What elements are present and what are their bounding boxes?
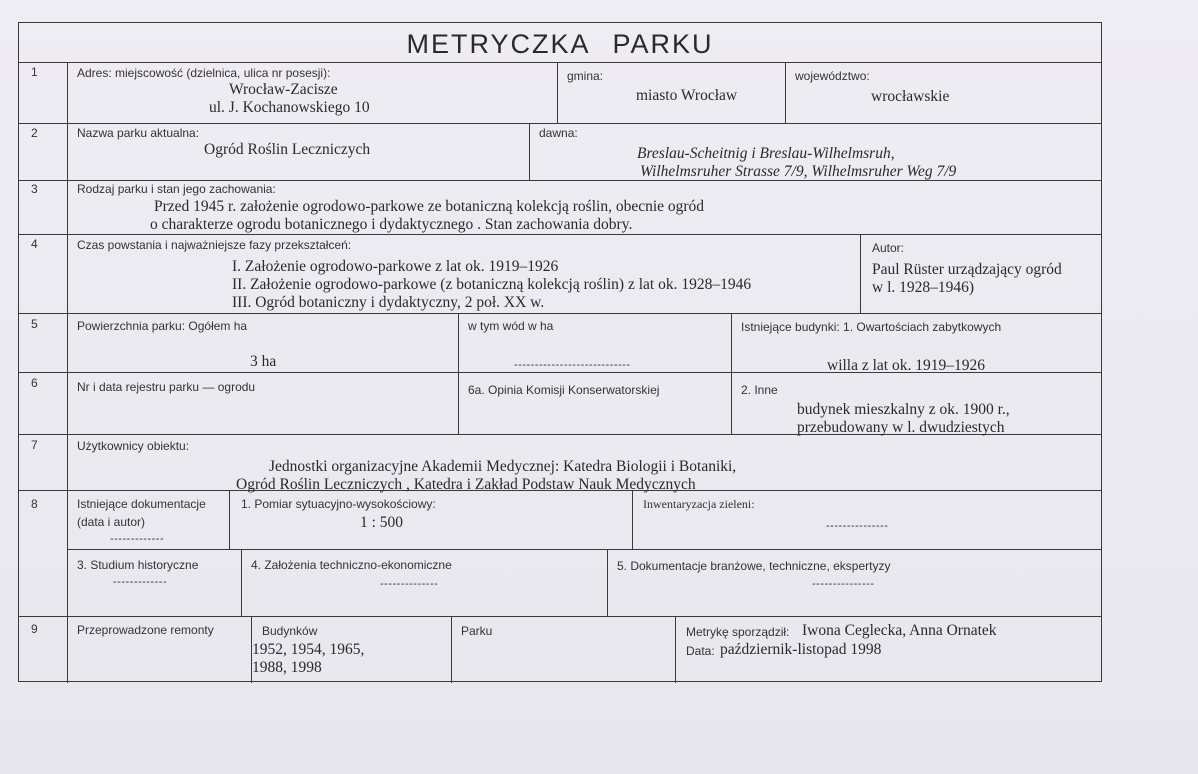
buildings-value: willa z lat ok. 1919–1926 (827, 357, 985, 374)
row-number: 7 (31, 438, 38, 452)
row-number: 6 (31, 376, 38, 390)
repairs-label: Przeprowadzone remonty (77, 623, 214, 637)
address-label: Adres: miejscowość (dzielnica, ulica nr posesji): (77, 66, 331, 80)
history-phase-2: II. Założenie ogrodowo-parkowe (z botaniczną kolekcją roślin) z lat ok. 1928–1946 (232, 276, 752, 293)
buildings-label: Istniejące budynki: 1. Owartościach zabytkowych (741, 320, 1002, 334)
survey-label: 1. Pomiar sytuacyjno-wysokościowy: (241, 497, 436, 511)
documentation-label: Istniejące dokumentacje (77, 497, 206, 511)
buildings-repairs-line1: 1952, 1954, 1965, (252, 641, 365, 658)
park-repairs-label: Parku (461, 624, 493, 638)
col-divider (607, 549, 608, 616)
tech-econ-value: -------------- (380, 578, 439, 590)
documentation-value: ------------- (110, 533, 165, 545)
row-number: 2 (31, 126, 38, 140)
users-line2: Ogród Roślin Leczniczych , Katedra i Zakład Podstaw Nauk Medycznych (236, 476, 696, 493)
row-number: 1 (31, 65, 38, 79)
former-name-line1: Breslau-Scheitnig i Breslau-Wilhelmsruh, (637, 145, 895, 162)
author-line1: Paul Rüster urządzający ogród (872, 261, 1062, 278)
former-name-line2: Wilhelmsruher Strasse 7/9, Wilhelmsruher Weg 7/9 (640, 163, 957, 180)
other-buildings-label: 2. Inne (741, 383, 778, 397)
row-number: 5 (31, 317, 38, 331)
date-value: październik-listopad 1998 (720, 641, 882, 658)
historical-study-label: 3. Studium historyczne (77, 558, 199, 572)
park-name-label: Nazwa parku aktualna: (77, 126, 200, 140)
registry-label: Nr i data rejestru parku — ogrodu (77, 380, 256, 394)
other-buildings-line2: przebudowany w l. dwudziestych (797, 419, 1005, 436)
prepared-by-value: Iwona Ceglecka, Anna Ornatek (802, 622, 997, 639)
industry-docs-value: --------------- (812, 578, 875, 590)
water-label: w tym wód w ha (468, 319, 554, 333)
park-record-form (18, 22, 1102, 682)
gmina-value: miasto Wrocław (636, 87, 738, 104)
row-divider (19, 62, 1101, 63)
former-name-label: dawna: (539, 126, 578, 140)
address-district: Wrocław-Zacisze (229, 81, 338, 98)
park-name-value: Ogród Roślin Leczniczych (204, 141, 371, 158)
park-type-label: Rodzaj parku i stan jego zachowania: (77, 182, 276, 196)
row-number: 3 (31, 182, 38, 196)
prepared-by-label: Metrykę sporządził: (686, 625, 790, 639)
industry-docs-label: 5. Dokumentacje branżowe, techniczne, ekspertyzy (617, 559, 891, 573)
col-divider (632, 490, 633, 549)
row-divider (19, 234, 1101, 235)
col-divider (229, 490, 230, 549)
row-divider (19, 180, 1101, 181)
gmina-label: gmina: (567, 69, 604, 83)
water-value: ---------------------------- (514, 359, 631, 371)
history-phase-3: III. Ogród botaniczny i dydaktyczny, 2 poł. XX w. (232, 294, 545, 311)
row-divider (19, 123, 1101, 124)
voivodeship-label: województwo: (795, 69, 870, 83)
other-buildings-line1: budynek mieszkalny z ok. 1900 r., (797, 401, 1010, 418)
buildings-repairs-line2: 1988, 1998 (252, 659, 322, 676)
col-divider (785, 62, 786, 123)
history-phase-1: I. Założenie ogrodowo-parkowe z lat ok. 1919–1926 (232, 258, 559, 275)
address-street: ul. J. Kochanowskiego 10 (209, 99, 370, 116)
col-divider (860, 234, 861, 313)
row-divider (67, 549, 1101, 550)
col-divider (731, 313, 732, 434)
park-type-line2: o charakterze ogrodu botanicznego i dydaktycznego . Stan zachowania dobry. (150, 216, 633, 233)
col-divider (458, 313, 459, 434)
author-label: Autor: (872, 241, 905, 255)
col-divider (241, 549, 242, 616)
row-divider (19, 313, 1101, 314)
park-type-line1: Przed 1945 r. założenie ogrodowo-parkowe ze botaniczną kolekcją roślin, obecnie ogród (154, 198, 705, 215)
greenery-inventory-value: --------------- (826, 520, 889, 532)
users-line1: Jednostki organizacyjne Akademii Medycznej: Katedra Biologii i Botaniki, (269, 458, 737, 475)
voivodeship-value: wrocławskie (871, 88, 950, 105)
col-divider (557, 62, 558, 123)
history-label: Czas powstania i najważniejsze fazy przekształceń: (77, 238, 352, 252)
area-value: 3 ha (250, 353, 277, 370)
tech-econ-label: 4. Założenia techniczno-ekonomiczne (251, 558, 452, 572)
commission-opinion-label: 6a. Opinia Komisji Konserwatorskiej (468, 383, 660, 397)
number-column-divider (67, 62, 68, 683)
row-number: 4 (31, 237, 38, 251)
documentation-sublabel: (data i autor) (77, 515, 146, 529)
survey-scale: 1 : 500 (360, 514, 404, 531)
col-divider (451, 616, 452, 683)
greenery-inventory-label: Inwentaryzacja zieleni: (643, 497, 755, 511)
historical-study-value: ------------- (113, 576, 168, 588)
col-divider (529, 123, 530, 180)
author-line2: w l. 1928–1946) (872, 279, 975, 296)
row-number: 9 (31, 622, 38, 636)
row-number: 8 (31, 497, 38, 511)
col-divider (675, 616, 676, 683)
date-label: Data: (686, 644, 715, 658)
area-label: Powierzchnia parku: Ogółem ha (77, 319, 248, 333)
form-title: METRYCZKA PARKU (406, 29, 714, 59)
users-label: Użytkownicy obiektu: (77, 439, 190, 453)
buildings-repairs-label: Budynków (262, 624, 318, 638)
row-divider (19, 616, 1101, 617)
